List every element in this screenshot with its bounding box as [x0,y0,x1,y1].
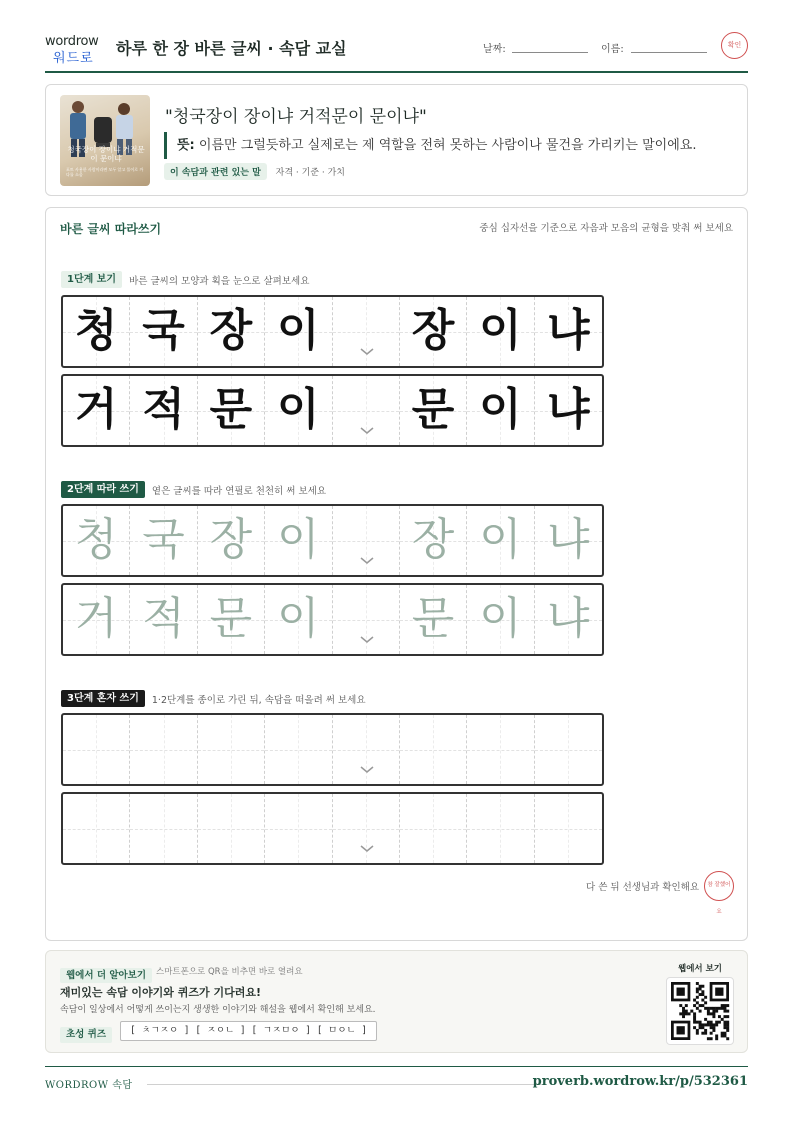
footer-brand: WORDROW 속담 [45,1080,133,1091]
writing-cell[interactable] [198,715,265,784]
page-footer [45,1066,748,1096]
writing-cell [400,376,467,445]
name-line[interactable] [631,52,707,53]
qr-code-icon [667,978,733,1044]
writing-row[interactable] [61,583,604,656]
writing-cell[interactable] [333,794,400,863]
writing-cell[interactable] [63,794,130,863]
glyph: 문 [411,593,455,644]
space-mark-icon [359,844,375,854]
writing-cell[interactable] [400,715,467,784]
writing-cell[interactable] [130,794,197,863]
writing-cell[interactable] [63,506,130,575]
page-header [45,28,748,73]
writing-cell [535,376,602,445]
glyph: 장 [411,514,455,565]
glyph: 이 [277,305,320,356]
web-badge-wrap [60,963,152,983]
space-mark-icon [359,347,375,357]
glyph: 이 [277,384,320,435]
proverb-illustration [60,95,150,186]
step-3-header [61,690,366,707]
writing-cell[interactable] [400,794,467,863]
space-mark-icon [359,556,375,566]
proverb-card [45,84,748,196]
writing-cell[interactable] [265,585,332,654]
web-badge: 웹에서 더 알아보기 [60,968,152,983]
writing-cell[interactable] [130,506,197,575]
meaning-label: 뜻: [177,138,195,153]
writing-cell[interactable] [400,506,467,575]
writing-row[interactable] [61,713,604,786]
web-section [45,950,748,1053]
glyph: 적 [142,593,185,644]
qr-label: 웹에서 보기 [678,964,723,974]
writing-cell [333,376,400,445]
writing-cell[interactable] [535,794,602,863]
glyph: 이 [277,593,320,644]
writing-row [61,295,604,368]
writing-cell[interactable] [265,715,332,784]
related-words-text: 자격 · 기준 · 가치 [275,168,345,178]
web-headline: 재미있는 속담 이야기와 퀴즈가 기다려요! [60,986,261,999]
space-mark-icon [359,426,375,436]
writing-cell[interactable] [467,794,534,863]
glyph: 청 [74,514,118,565]
footer-divider [147,1084,543,1085]
date-label: 날짜: [483,44,506,55]
glyph: 적 [142,384,185,435]
practice-card [45,207,748,941]
proverb-meaning [164,132,696,159]
related-words [164,163,345,180]
step-2-desc: 옅은 글씨를 따라 연필로 천천히 써 보세요 [151,485,327,497]
step-2-header [61,481,326,498]
step-2-badge: 2단계 따라 쓰기 [61,481,145,498]
glyph: 냐 [547,305,590,356]
glyph: 국 [142,514,185,565]
writing-cell[interactable] [535,506,602,575]
writing-cell [333,297,400,366]
practice-note: 중심 십자선을 기준으로 자음과 모음의 균형을 맞춰 써 보세요 [479,223,733,234]
writing-cell[interactable] [63,715,130,784]
writing-row[interactable] [61,792,604,865]
glyph: 장 [411,305,455,356]
proverb-title: "청국장이 장이냐 거적문이 문이냐" [165,107,427,127]
writing-cell[interactable] [198,585,265,654]
glyph: 거 [74,384,118,435]
writing-cell [63,297,130,366]
writing-cell[interactable] [130,715,197,784]
confirm-text: 다 쓴 뒤 선생님과 확인해요 [586,882,700,893]
writing-cell[interactable] [467,506,534,575]
date-line[interactable] [512,52,588,53]
writing-cell [467,297,534,366]
writing-cell [198,297,265,366]
glyph: 이 [479,305,522,356]
writing-cell[interactable] [333,715,400,784]
step-3-desc: 1·2단계를 종이로 가린 뒤, 속담을 떠올려 써 보세요 [151,694,366,706]
glyph: 이 [277,514,320,565]
writing-cell [265,297,332,366]
illustration-small-text: 포트 사용한 사람이라면 모두 알고 풀이로 까다를 소음 [66,167,144,177]
web-subtext: 스마트폰으로 QR을 비추면 바로 열려요 [156,967,303,977]
step-1-header [61,271,309,288]
glyph: 국 [142,305,185,356]
glyph: 이 [479,384,522,435]
writing-cell[interactable] [63,585,130,654]
glyph: 냐 [547,514,590,565]
writing-cell [130,297,197,366]
space-mark-icon [359,635,375,645]
page-title: 하루 한 장 바른 글씨 · 속담 교실 [116,39,347,58]
step-1-badge: 1단계 보기 [61,271,122,288]
writing-cell [198,376,265,445]
practice-title: 바른 글씨 따라쓰기 [60,222,162,236]
writing-cell[interactable] [535,585,602,654]
glyph: 청 [74,305,118,356]
writing-cell[interactable] [198,794,265,863]
check-stamp-icon: 확인 [721,32,748,59]
writing-cell[interactable] [198,506,265,575]
writing-cell [63,376,130,445]
web-description: 속담이 일상에서 어떻게 쓰이는지 생생한 이야기와 해설을 웹에서 확인해 보세요. [60,1005,376,1015]
glyph: 이 [479,593,522,644]
writing-cell [467,376,534,445]
footer-url[interactable]: proverb.wordrow.kr/p/532361 [532,1074,748,1089]
logo-korean-text: 워드로 [53,51,94,66]
step-3-badge: 3단계 혼자 쓰기 [61,690,145,707]
name-label: 이름: [601,44,624,55]
writing-cell[interactable] [400,585,467,654]
meaning-text: 이름만 그럴듯하고 실제로는 제 역할을 전혀 못하는 사람이나 물건을 가리키는 말이에요. [198,138,697,153]
writing-cell[interactable] [535,715,602,784]
glyph: 장 [209,305,253,356]
writing-row [61,374,604,447]
writing-row[interactable] [61,504,604,577]
writing-cell[interactable] [265,506,332,575]
glyph: 문 [209,593,253,644]
writing-cell [400,297,467,366]
chosung-quiz-box: [ ㅊㄱㅈㅇ ] [ ㅈㅇㄴ ] [ ㄱㅈㅁㅇ ] [ ㅁㅇㄴ ] [120,1021,377,1041]
glyph: 문 [209,384,253,435]
writing-cell [265,376,332,445]
writing-cell[interactable] [333,585,400,654]
glyph: 냐 [547,593,590,644]
writing-cell[interactable] [265,794,332,863]
glyph: 장 [209,514,253,565]
writing-cell[interactable] [467,715,534,784]
logo-text: wordrow [45,34,99,49]
glyph: 냐 [547,384,590,435]
well-done-stamp-icon: 참 잘했어요 [704,871,734,901]
space-mark-icon [359,765,375,775]
glyph: 문 [411,384,455,435]
qr-code[interactable] [666,977,734,1045]
writing-cell [130,376,197,445]
writing-cell[interactable] [130,585,197,654]
related-label: 이 속담과 관련 있는 말 [164,163,267,180]
writing-cell[interactable] [333,506,400,575]
glyph: 이 [479,514,522,565]
wordrow-logo [45,34,107,64]
step-1-desc: 바른 글씨의 모양과 획을 눈으로 살펴보세요 [129,275,310,287]
illustration-caption: 청국장이 장이냐 거적문이 문이냐 [67,145,145,163]
writing-cell[interactable] [467,585,534,654]
glyph: 거 [74,593,118,644]
writing-cell [535,297,602,366]
quiz-label-wrap [60,1022,112,1043]
quiz-label: 초성 퀴즈 [60,1027,112,1043]
